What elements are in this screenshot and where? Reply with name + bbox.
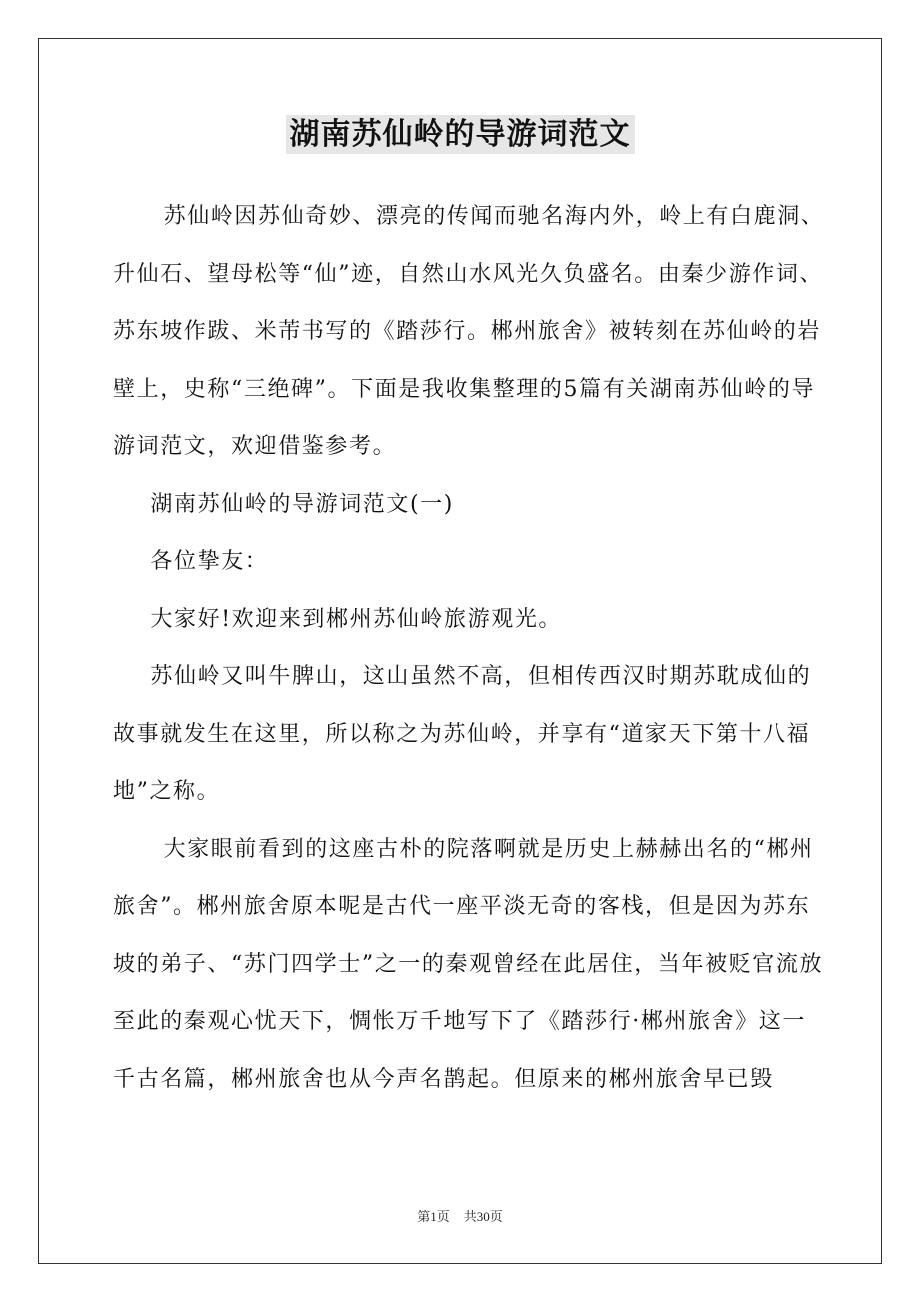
intro-paragraph: 苏仙岭因苏仙奇妙、漂亮的传闻而驰名海内外，岭上有白鹿洞、升仙石、望母松等“仙”迹，自然山水风光久负盛名。由秦少游作词、苏东坡作跋、米芾书写的《踏莎行。郴州旅舍》被转刻在苏仙岭的岩壁上，史称“三绝碑”。下面是我收集整理的5篇有关湖南苏仙岭的导游词范文，欢迎借鉴参考。 <box>113 204 825 459</box>
greeting-paragraph: 各位挚友： <box>150 549 269 574</box>
body-paragraph: 苏仙岭又叫牛脾山，这山虽然不高，但相传西汉时期苏耽成仙的故事就发生在这里，所以称之为苏仙岭，并享有“道家天下第十八福地”之称。 <box>113 664 812 804</box>
welcome-paragraph: 大家好!欢迎来到郴州苏仙岭旅游观光。 <box>150 606 563 632</box>
body-paragraph: 大家眼前看到的这座古朴的院落啊就是历史上赫赫出名的“郴州旅舍”。郴州旅舍原本呢是古代一座平淡无奇的客栈，但是因为苏东坡的弟子、“苏门四学士”之一的秦观曾经在此居住，当年被贬官流放至此的秦观心忧天下，惆怅万千地写下了《踏莎行·郴州旅舍》这一千古名篇，郴州旅舍也从今声名鹊起。但原来的郴州旅舍早已毁 <box>113 836 824 1092</box>
page-total: 共30页 <box>463 1209 503 1224</box>
page-number: 第1页 <box>417 1209 450 1224</box>
document-title-text: 湖南苏仙岭的导游词范文 <box>286 115 635 154</box>
page-footer <box>0 1206 920 1225</box>
document-body <box>113 188 825 1108</box>
section-heading: 湖南苏仙岭的导游词范文(一) <box>150 491 454 517</box>
document-title <box>0 113 920 157</box>
